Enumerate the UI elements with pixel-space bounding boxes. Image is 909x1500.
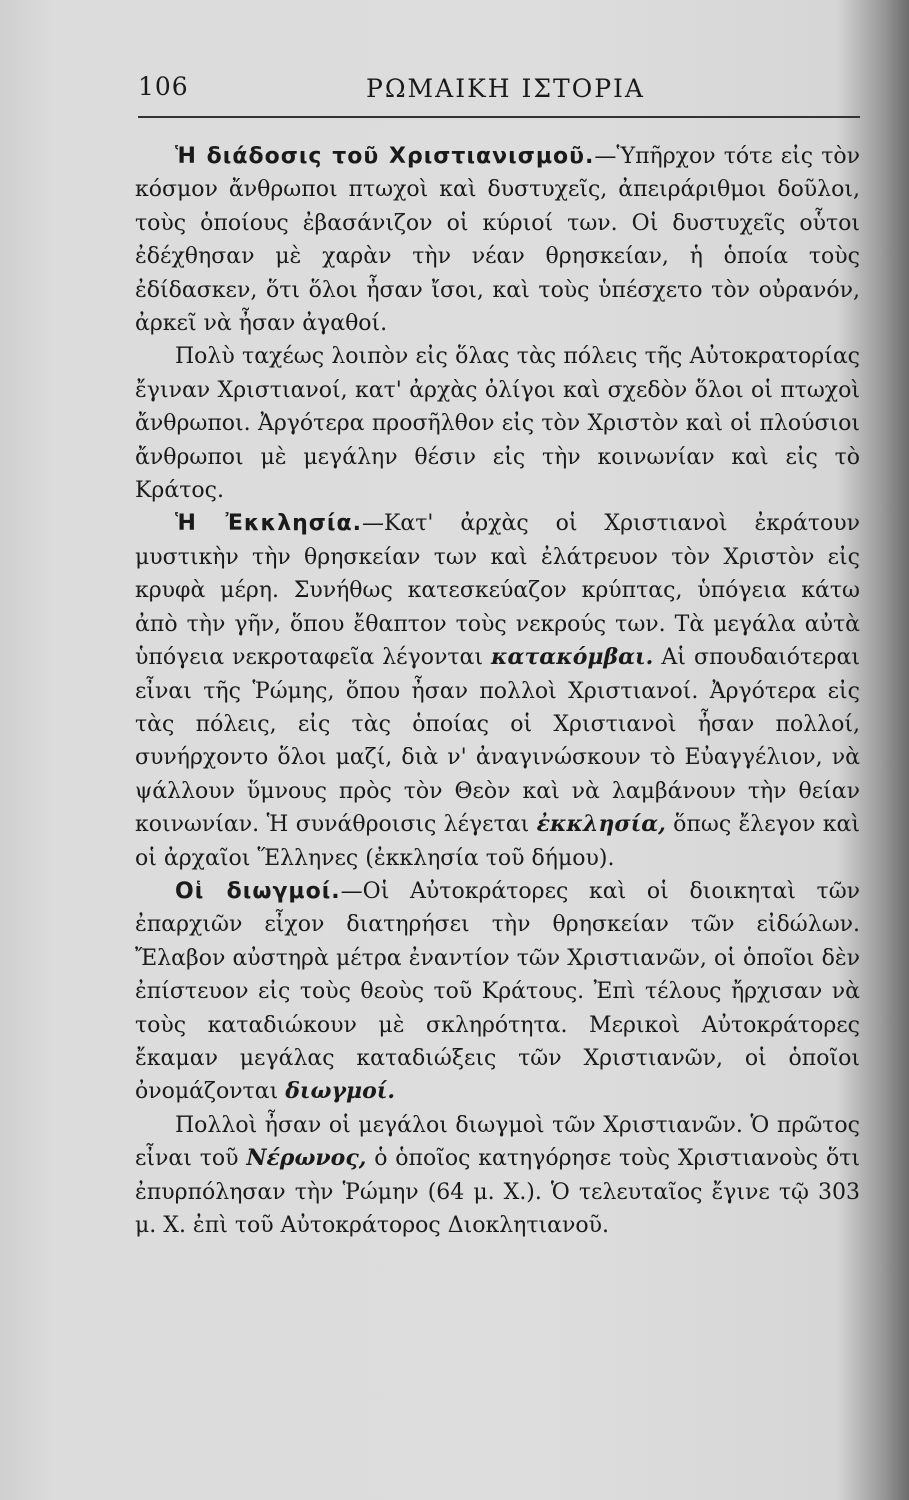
paragraph-text: ὅπως ἔλεγον καὶ οἱ ἀρχαῖοι Ἕλληνες (ἐκκλησία τοῦ δήμου). bbox=[135, 812, 861, 871]
page-header bbox=[138, 68, 858, 108]
paragraph-cities bbox=[135, 340, 860, 507]
section-heading-spread: Ἡ διάδοσις τοῦ Χριστιανισμοῦ. bbox=[175, 144, 595, 169]
paragraph-text: Πολὺ ταχέως λοιπὸν εἰς ὅλας τὰς πόλεις τῆς Αὐτοκρατορίας ἔγιναν Χριστιανοί, κατ' ἀρχὰς ὀλίγοι καὶ σχεδὸν ὅλοι οἱ πτωχοὶ ἄνθρωποι. Ἀργότερα προσῆλθον εἰς τὸν Χριστὸν καὶ οἱ πλούσιοι ἄνθρωποι μὲ μεγάλην θέσιν εἰς τὴν κοινωνίαν καὶ εἰς τὸ Κράτος. bbox=[135, 344, 860, 504]
paragraph-text: ὁ ὁποῖος κατηγόρησε τοὺς Χριστιανοὺς ὅτι ἐπυρπόλησαν τὴν Ῥώμην (64 μ. Χ.). Ὁ τελευταῖος ἔγινε τῷ 303 μ. Χ. ἐπὶ τοῦ Αὐτοκράτορος Διοκλητιανοῦ. bbox=[135, 1146, 860, 1238]
page-number: 106 bbox=[138, 72, 189, 101]
paragraph-text: —Οἱ Αὐτοκράτορες καὶ οἱ διοικηταὶ τῶν ἐπαρχιῶν εἶχον διατηρήσει τὴν θρησκείαν τῶν εἰδώλων. Ἔλαβον αὐστηρὰ μέτρα ἐναντίον τῶν Χριστιανῶν, οἱ ὁποῖοι δὲν ἐπίστευον εἰς τοὺς θεοὺς τοῦ Κράτους. Ἐπὶ τέλους ἤρχισαν νὰ τοὺς καταδιώκουν μὲ σκληρότητα. Μερικοὶ Αὐτοκράτορες ἔκαμαν μεγάλας καταδιώξεις τῶν Χριστιανῶν, οἱ ὁποῖοι ὀνομάζονται bbox=[135, 878, 861, 1105]
paragraph-text: Πολλοὶ ἦσαν οἱ μεγάλοι διωγμοὶ τῶν Χριστιανῶν. Ὁ πρῶτος εἶναι τοῦ bbox=[135, 1112, 860, 1172]
term-nero: Νέρωνος, bbox=[246, 1145, 367, 1172]
section-heading-persecutions: Οἱ διωγμοί. bbox=[175, 878, 341, 904]
body-text bbox=[135, 140, 860, 1242]
paragraph-text: —Κατ' ἀρχὰς οἱ Χριστιανοὶ ἐκράτουν μυστικὴν τὴν θρησκείαν των καὶ ἐλάτρευον τὸν Χριστὸν εἰς κρυφὰ μέρη. Συνήθως κατεσκεύαζον κρύπτας, ὑπόγεια κάτω ἀπὸ τὴν γῆν, ὅπου ἔθαπτον τοὺς νεκρούς των. Τὰ μεγάλα αὐτὰ ὑπόγεια νεκροταφεῖα λέγονται bbox=[135, 511, 860, 671]
paragraph-great-persecutions bbox=[135, 1109, 860, 1243]
paragraph-spread-of-christianity bbox=[135, 140, 860, 340]
term-ekklesia: ἐκκλησία, bbox=[536, 811, 666, 838]
term-catacombs: κατακόμβαι. bbox=[491, 644, 654, 671]
header-rule bbox=[138, 116, 860, 118]
term-diogmoi: διωγμοί. bbox=[285, 1078, 396, 1105]
paragraph-church bbox=[135, 507, 860, 874]
paragraph-persecutions bbox=[135, 875, 860, 1109]
paragraph-text: Αἱ σπουδαιότεραι εἶναι τῆς Ῥώμης, ὅπου ἦσαν πολλοὶ Χριστιανοί. Ἀργότερα εἰς τὰς πόλεις, εἰς τὰς ὁποίας οἱ Χριστιανοὶ ἦσαν πολλοί, συνήρχοντο ὅλοι μαζί, διὰ ν' ἀναγινώσκουν τὸ Εὐαγγέλιον, νὰ ψάλλουν ὕμνους πρὸς τὸν Θεὸν καὶ νὰ λαμβάνουν τὴν θείαν κοινωνίαν. Ἡ συνάθροισις λέγεται bbox=[135, 645, 860, 838]
running-title: ΡΩΜΑΙΚΗ ΙΣΤΟΡΙΑ bbox=[366, 74, 645, 103]
section-heading-church: Ἡ Ἐκκλησία. bbox=[175, 511, 362, 537]
paragraph-text: —Ὑπῆρχον τότε εἰς τὸν κόσμον ἄνθρωποι πτωχοὶ καὶ δυστυχεῖς, ἀπειράριθμοι δοῦλοι, τοὺς ὁποίους ἐβασάνιζον οἱ κύριοί των. Οἱ δυστυχεῖς οὗτοι ἐδέχθησαν μὲ χαρὰν τὴν νέαν θρησκείαν, ἡ ὁποία τοὺς ἐδίδασκεν, ὅτι ὅλοι ἦσαν ἴσοι, καὶ τοὺς ὑπέσχετο τὸν οὐρανόν, ἀρκεῖ νὰ ἦσαν ἀγαθοί. bbox=[135, 144, 860, 337]
